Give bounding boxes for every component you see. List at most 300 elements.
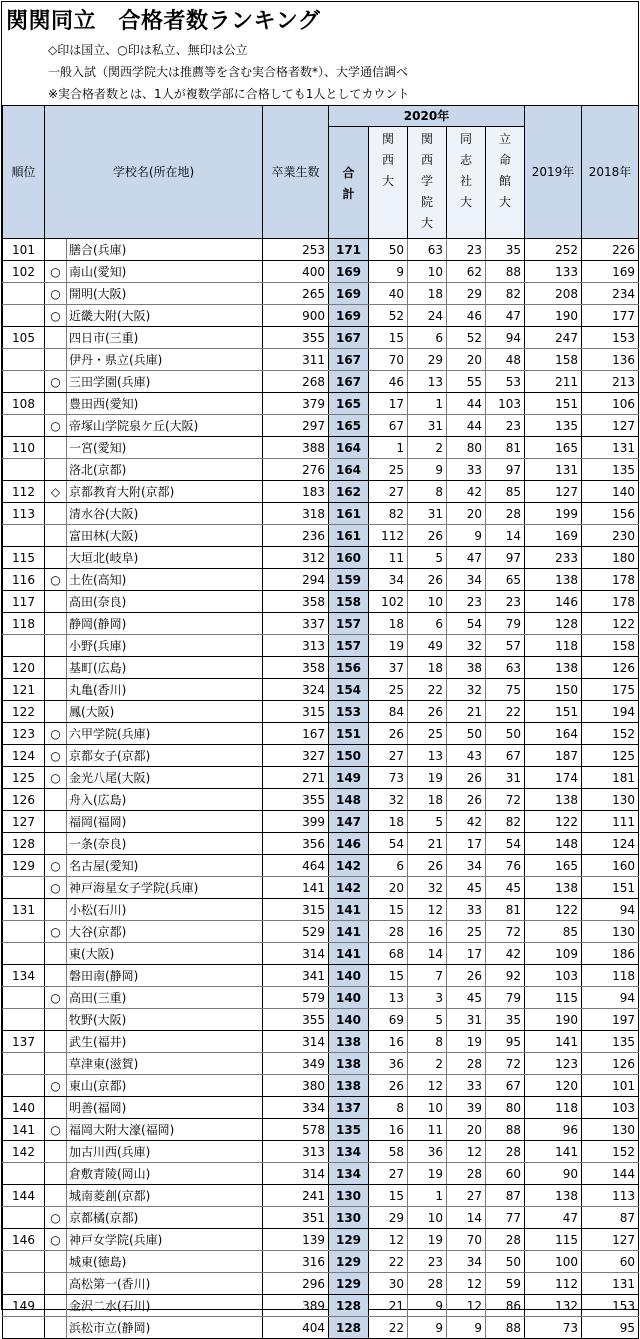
count-2019: 138 (525, 1185, 582, 1207)
school-name: 城東(徳島) (67, 1251, 263, 1273)
count-2018: 178 (582, 591, 639, 613)
total-count: 128 (329, 1295, 369, 1317)
count-2019: 146 (525, 591, 582, 613)
ritsumeikan-count: 48 (486, 349, 525, 371)
school-name: 名古屋(愛知) (67, 855, 263, 877)
rank-cell: 134 (3, 965, 45, 987)
rank-cell (3, 1207, 45, 1229)
total-count: 167 (329, 327, 369, 349)
doshisha-count: 25 (447, 921, 486, 943)
rank-cell (3, 305, 45, 327)
type-mark: ○ (45, 877, 67, 899)
type-mark (45, 635, 67, 657)
doshisha-count: 20 (447, 349, 486, 371)
table-row (3, 723, 639, 745)
kansai-count: 15 (369, 327, 408, 349)
graduates-count: 167 (263, 723, 329, 745)
total-count: 146 (329, 833, 369, 855)
school-name: 高松第一(香川) (67, 1273, 263, 1295)
ritsumeikan-count: 35 (486, 239, 525, 261)
count-2019: 133 (525, 261, 582, 283)
kansai-count: 22 (369, 1317, 408, 1339)
type-mark: ○ (45, 569, 67, 591)
school-name: 神戸海星女子学院(兵庫) (67, 877, 263, 899)
ritsumeikan-count: 92 (486, 965, 525, 987)
count-2019: 148 (525, 833, 582, 855)
ritsumeikan-count: 53 (486, 371, 525, 393)
kwansei-count: 18 (408, 657, 447, 679)
table-row (3, 811, 639, 833)
kansai-count: 25 (369, 679, 408, 701)
doshisha-count: 45 (447, 877, 486, 899)
rank-cell: 110 (3, 437, 45, 459)
school-name: 東山(京都) (67, 1075, 263, 1097)
graduates-count: 579 (263, 987, 329, 1009)
table-row (3, 701, 639, 723)
rank-cell (3, 349, 45, 371)
total-count: 153 (329, 701, 369, 723)
kansai-count: 69 (369, 1009, 408, 1031)
total-count: 134 (329, 1141, 369, 1163)
kansai-count: 17 (369, 393, 408, 415)
header-2020: 2020年 (329, 106, 525, 127)
count-2019: 164 (525, 723, 582, 745)
graduates-count: 314 (263, 1031, 329, 1053)
type-mark: ○ (45, 767, 67, 789)
table-row (3, 261, 639, 283)
kansai-count: 37 (369, 657, 408, 679)
graduates-count: 379 (263, 393, 329, 415)
rank-cell: 137 (3, 1031, 45, 1053)
doshisha-count: 42 (447, 811, 486, 833)
type-mark (45, 437, 67, 459)
header-kwansei-label: 関西学院大 (420, 132, 433, 230)
type-mark (45, 239, 67, 261)
kwansei-count: 26 (408, 569, 447, 591)
count-2018: 156 (582, 503, 639, 525)
graduates-count: 349 (263, 1053, 329, 1075)
doshisha-count: 9 (447, 1317, 486, 1339)
kansai-count: 36 (369, 1053, 408, 1075)
graduates-count: 265 (263, 283, 329, 305)
count-2019: 90 (525, 1163, 582, 1185)
kwansei-count: 26 (408, 701, 447, 723)
school-name: 大谷(京都) (67, 921, 263, 943)
ritsumeikan-count: 88 (486, 1119, 525, 1141)
kansai-count: 34 (369, 569, 408, 591)
ritsumeikan-count: 72 (486, 921, 525, 943)
ritsumeikan-count: 50 (486, 723, 525, 745)
table-row (3, 1119, 639, 1141)
table-row (3, 481, 639, 503)
kwansei-count: 9 (408, 1317, 447, 1339)
count-2018: 87 (582, 1207, 639, 1229)
count-2019: 138 (525, 789, 582, 811)
kansai-count: 13 (369, 987, 408, 1009)
count-2019: 151 (525, 393, 582, 415)
count-2018: 101 (582, 1075, 639, 1097)
table-row (3, 635, 639, 657)
type-mark (45, 1009, 67, 1031)
graduates-count: 341 (263, 965, 329, 987)
kwansei-count: 31 (408, 415, 447, 437)
count-2019: 233 (525, 547, 582, 569)
kansai-count: 28 (369, 921, 408, 943)
table-row (3, 459, 639, 481)
doshisha-count: 80 (447, 437, 486, 459)
kwansei-count: 1 (408, 1185, 447, 1207)
type-mark (45, 1031, 67, 1053)
ritsumeikan-count: 81 (486, 437, 525, 459)
rank-cell: 142 (3, 1141, 45, 1163)
type-mark (45, 1141, 67, 1163)
kansai-count: 11 (369, 547, 408, 569)
count-2018: 152 (582, 723, 639, 745)
doshisha-count: 27 (447, 1185, 486, 1207)
school-name: 牧野(大阪) (67, 1009, 263, 1031)
total-count: 167 (329, 371, 369, 393)
total-count: 128 (329, 1317, 369, 1339)
count-2018: 194 (582, 701, 639, 723)
kwansei-count: 28 (408, 1273, 447, 1295)
doshisha-count: 70 (447, 1229, 486, 1251)
rank-cell (3, 921, 45, 943)
header-2019: 2019年 (525, 106, 582, 239)
count-2018: 160 (582, 855, 639, 877)
kwansei-count: 10 (408, 591, 447, 613)
kwansei-count: 23 (408, 1251, 447, 1273)
kansai-count: 22 (369, 1251, 408, 1273)
rank-cell: 125 (3, 767, 45, 789)
count-2018: 152 (582, 1141, 639, 1163)
count-2018: 178 (582, 569, 639, 591)
count-2019: 118 (525, 1097, 582, 1119)
rank-cell (3, 415, 45, 437)
kansai-count: 73 (369, 767, 408, 789)
ritsumeikan-count: 79 (486, 987, 525, 1009)
kwansei-count: 63 (408, 239, 447, 261)
school-name: 四日市(三重) (67, 327, 263, 349)
graduates-count: 314 (263, 943, 329, 965)
kwansei-count: 2 (408, 1053, 447, 1075)
type-mark: ○ (45, 745, 67, 767)
doshisha-count: 12 (447, 1295, 486, 1317)
kwansei-count: 31 (408, 503, 447, 525)
rank-cell (3, 1053, 45, 1075)
table-row (3, 503, 639, 525)
graduates-count: 268 (263, 371, 329, 393)
rank-cell: 108 (3, 393, 45, 415)
count-2019: 103 (525, 965, 582, 987)
kansai-count: 26 (369, 723, 408, 745)
table-row (3, 1141, 639, 1163)
school-name: 金沢二水(石川) (67, 1295, 263, 1317)
school-name: 京都教育大附(京都) (67, 481, 263, 503)
doshisha-count: 26 (447, 965, 486, 987)
kansai-count: 68 (369, 943, 408, 965)
graduates-count: 356 (263, 833, 329, 855)
table-row (3, 855, 639, 877)
count-2019: 118 (525, 635, 582, 657)
total-count: 130 (329, 1207, 369, 1229)
type-mark (45, 657, 67, 679)
ritsumeikan-count: 47 (486, 305, 525, 327)
count-2018: 131 (582, 1273, 639, 1295)
rank-cell: 146 (3, 1229, 45, 1251)
type-mark: ○ (45, 921, 67, 943)
total-count: 169 (329, 305, 369, 327)
count-2019: 150 (525, 679, 582, 701)
count-2019: 199 (525, 503, 582, 525)
doshisha-count: 34 (447, 1251, 486, 1273)
school-name: 一宮(愛知) (67, 437, 263, 459)
graduates-count: 271 (263, 767, 329, 789)
total-count: 140 (329, 965, 369, 987)
rank-cell: 118 (3, 613, 45, 635)
count-2019: 127 (525, 481, 582, 503)
count-2018: 118 (582, 965, 639, 987)
graduates-count: 297 (263, 415, 329, 437)
doshisha-count: 19 (447, 1031, 486, 1053)
school-name: 東(大阪) (67, 943, 263, 965)
kansai-count: 20 (369, 877, 408, 899)
doshisha-count: 38 (447, 657, 486, 679)
count-2019: 109 (525, 943, 582, 965)
count-2019: 211 (525, 371, 582, 393)
count-2019: 158 (525, 349, 582, 371)
kansai-count: 54 (369, 833, 408, 855)
graduates-count: 316 (263, 1251, 329, 1273)
ritsumeikan-count: 72 (486, 789, 525, 811)
kansai-count: 26 (369, 1075, 408, 1097)
table-row (3, 1317, 639, 1339)
rank-cell: 149 (3, 1295, 45, 1317)
doshisha-count: 33 (447, 899, 486, 921)
ritsumeikan-count: 67 (486, 1075, 525, 1097)
doshisha-count: 33 (447, 459, 486, 481)
table-row (3, 767, 639, 789)
graduates-count: 355 (263, 327, 329, 349)
kansai-count: 40 (369, 283, 408, 305)
graduates-count: 399 (263, 811, 329, 833)
table-row (3, 745, 639, 767)
count-2019: 47 (525, 1207, 582, 1229)
kwansei-count: 6 (408, 327, 447, 349)
count-2018: 175 (582, 679, 639, 701)
type-mark (45, 459, 67, 481)
ritsumeikan-count: 103 (486, 393, 525, 415)
kwansei-count: 25 (408, 723, 447, 745)
count-2019: 128 (525, 613, 582, 635)
count-2018: 130 (582, 921, 639, 943)
count-2018: 127 (582, 415, 639, 437)
header-kansai (369, 127, 408, 239)
count-2018: 234 (582, 283, 639, 305)
kansai-count: 15 (369, 899, 408, 921)
kwansei-count: 18 (408, 789, 447, 811)
type-mark (45, 1317, 67, 1339)
doshisha-count: 26 (447, 767, 486, 789)
total-count: 157 (329, 635, 369, 657)
total-count: 159 (329, 569, 369, 591)
rank-cell: 113 (3, 503, 45, 525)
table-row (3, 415, 639, 437)
graduates-count: 578 (263, 1119, 329, 1141)
table-row (3, 1053, 639, 1075)
graduates-count: 389 (263, 1295, 329, 1317)
doshisha-count: 14 (447, 1207, 486, 1229)
doshisha-count: 28 (447, 1163, 486, 1185)
kansai-count: 30 (369, 1273, 408, 1295)
ritsumeikan-count: 54 (486, 833, 525, 855)
type-mark (45, 591, 67, 613)
graduates-count: 400 (263, 261, 329, 283)
school-name: 近畿大附(大阪) (67, 305, 263, 327)
school-name: 舟入(広島) (67, 789, 263, 811)
kwansei-count: 12 (408, 899, 447, 921)
table-row (3, 1185, 639, 1207)
count-2019: 252 (525, 239, 582, 261)
kwansei-count: 9 (408, 1295, 447, 1317)
total-count: 161 (329, 503, 369, 525)
kwansei-count: 5 (408, 811, 447, 833)
type-mark (45, 525, 67, 547)
total-count: 161 (329, 525, 369, 547)
type-mark (45, 1273, 67, 1295)
doshisha-count: 50 (447, 723, 486, 745)
type-mark (45, 547, 67, 569)
kwansei-count: 5 (408, 1009, 447, 1031)
table-row (3, 1273, 639, 1295)
total-count: 154 (329, 679, 369, 701)
ritsumeikan-count: 88 (486, 1317, 525, 1339)
doshisha-count: 9 (447, 525, 486, 547)
kwansei-count: 21 (408, 833, 447, 855)
graduates-count: 358 (263, 591, 329, 613)
rank-cell (3, 525, 45, 547)
table-row (3, 569, 639, 591)
doshisha-count: 17 (447, 943, 486, 965)
doshisha-count: 17 (447, 833, 486, 855)
count-2018: 151 (582, 877, 639, 899)
table-row (3, 943, 639, 965)
doshisha-count: 39 (447, 1097, 486, 1119)
ranking-table (2, 105, 639, 1339)
rank-cell: 141 (3, 1119, 45, 1141)
ritsumeikan-count: 63 (486, 657, 525, 679)
school-name: 城南菱創(京都) (67, 1185, 263, 1207)
rank-cell: 140 (3, 1097, 45, 1119)
total-count: 151 (329, 723, 369, 745)
type-mark (45, 503, 67, 525)
table-row (3, 591, 639, 613)
ritsumeikan-count: 23 (486, 591, 525, 613)
rank-cell (3, 1273, 45, 1295)
graduates-count: 312 (263, 547, 329, 569)
count-2018: 230 (582, 525, 639, 547)
type-mark: ◇ (45, 481, 67, 503)
rank-cell (3, 459, 45, 481)
kansai-count: 70 (369, 349, 408, 371)
kwansei-count: 29 (408, 349, 447, 371)
count-2018: 103 (582, 1097, 639, 1119)
rank-cell (3, 1251, 45, 1273)
total-count: 156 (329, 657, 369, 679)
ritsumeikan-count: 59 (486, 1273, 525, 1295)
count-2019: 247 (525, 327, 582, 349)
source-note: 一般入試（関西学院大は推薦等を含む実合格者数*）、大学通信調べ (48, 65, 409, 79)
table-row (3, 1075, 639, 1097)
school-name: 基町(広島) (67, 657, 263, 679)
total-count: 164 (329, 459, 369, 481)
kwansei-count: 18 (408, 283, 447, 305)
type-mark (45, 349, 67, 371)
table-row (3, 305, 639, 327)
graduates-count: 311 (263, 349, 329, 371)
ranking-panel (1, 1, 639, 1335)
kansai-count: 6 (369, 855, 408, 877)
doshisha-count: 20 (447, 1119, 486, 1141)
rank-cell: 112 (3, 481, 45, 503)
kansai-count: 27 (369, 481, 408, 503)
graduates-count: 139 (263, 1229, 329, 1251)
count-2018: 94 (582, 899, 639, 921)
type-mark: ○ (45, 283, 67, 305)
kansai-count: 84 (369, 701, 408, 723)
ritsumeikan-count: 72 (486, 1053, 525, 1075)
count-2018: 127 (582, 1229, 639, 1251)
total-count: 137 (329, 1097, 369, 1119)
total-count: 141 (329, 943, 369, 965)
total-count: 165 (329, 415, 369, 437)
ritsumeikan-count: 77 (486, 1207, 525, 1229)
kwansei-count: 10 (408, 1097, 447, 1119)
type-mark (45, 1053, 67, 1075)
kwansei-count: 9 (408, 459, 447, 481)
graduates-count: 900 (263, 305, 329, 327)
kwansei-count: 26 (408, 525, 447, 547)
kwansei-count: 5 (408, 547, 447, 569)
ritsumeikan-count: 82 (486, 811, 525, 833)
school-name: 膳合(兵庫) (67, 239, 263, 261)
school-name: 一条(奈良) (67, 833, 263, 855)
count-2019: 138 (525, 877, 582, 899)
total-count: 142 (329, 855, 369, 877)
header-kansai-label: 関西大 (381, 132, 394, 188)
rank-cell: 115 (3, 547, 45, 569)
count-2018: 126 (582, 657, 639, 679)
table-row (3, 437, 639, 459)
rank-cell: 123 (3, 723, 45, 745)
count-2019: 122 (525, 811, 582, 833)
count-2018: 136 (582, 349, 639, 371)
type-mark (45, 1295, 67, 1317)
doshisha-count: 42 (447, 481, 486, 503)
school-name: 京都橘(京都) (67, 1207, 263, 1229)
kansai-count: 82 (369, 503, 408, 525)
total-count: 129 (329, 1251, 369, 1273)
doshisha-count: 47 (447, 547, 486, 569)
ritsumeikan-count: 28 (486, 1229, 525, 1251)
rank-cell (3, 1163, 45, 1185)
type-mark (45, 833, 67, 855)
school-name: 伊丹・県立(兵庫) (67, 349, 263, 371)
count-2018: 180 (582, 547, 639, 569)
count-2019: 169 (525, 525, 582, 547)
table-row (3, 1163, 639, 1185)
kwansei-count: 7 (408, 965, 447, 987)
rank-cell (3, 371, 45, 393)
